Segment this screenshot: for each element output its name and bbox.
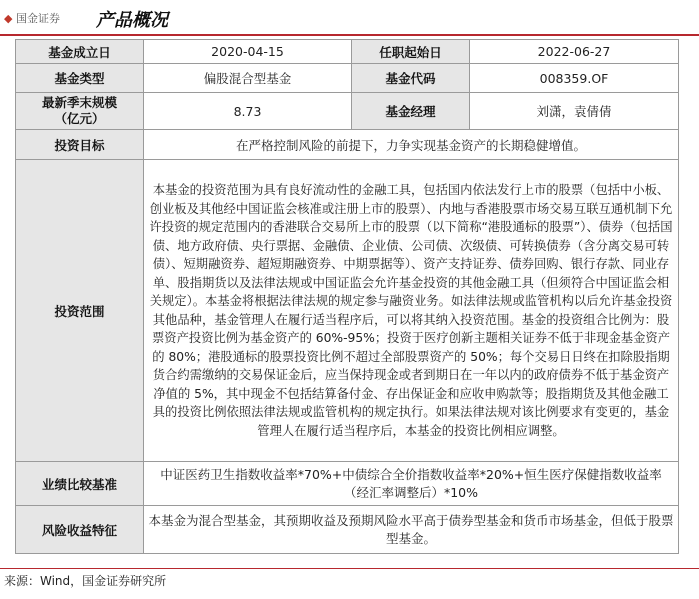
investment-scope-value: 本基金的投资范围为具有良好流动性的金融工具，包括国内依法发行上市的股票（包括中小板、创业板及其他经中国证监会核准或注册上市的股票）、内地与香港股票市场交易互联互通机制下允许投资的规定范围内的香港联合交易所上市的股票（以下简称“港股通标的股票”）、债券（包括国债、地方政府债、央行票据、金融债、企业债、公司债、次级债、可转换债券（含分离交易可转债）、短期融资券、超短期融资券、中期票据等）、资产支持证券、债券回购、银行存款、同业存单、股指期货以及法律法规或中国证监会允许基金投资的其他金融工具（但须符合中国证监会相关规定）。本基金将根据法律法规的规定参与融资业务。如法律法规或监管机构以后允许基金投资其他品种，基金管理人在履行适当程序后，可以将其纳入投资范围。基金的投资组合比例为：股票资产投资比例为基金资产的 60%-95%；投资于医疗创新主题相关证券不低于非现金基金资产的 80%；港股通标的股票投资比例不超过全部股票资产的 50%；每个交易日日终在扣除股指期货合约需缴纳的交易保证金后，应当保持现金或者到期日在一年以内的政府债券不低于基金资产净值的 5%，其中现金不包括结算备付金、存出保证金和应收申购款等；股指期货及其他金融工具的投资比例依照法律法规或监管机构的规定执行。如果法律法规对该比例要求有变更的，基金管理人在履行适当程序后，本基金的投资比例相应调整。 bbox=[144, 160, 679, 462]
benchmark-label: 业绩比较基准 bbox=[16, 462, 144, 506]
logo-text: 国金证券 bbox=[15, 12, 60, 25]
section-title: 产品概况 bbox=[96, 10, 168, 31]
fund-type-value: 偏股混合型基金 bbox=[144, 64, 352, 93]
table-row bbox=[16, 40, 679, 64]
table-row bbox=[16, 160, 679, 462]
table-row bbox=[16, 130, 679, 160]
page-header bbox=[0, 0, 699, 34]
latest-scale-label: 最新季末规模 （亿元） bbox=[16, 93, 144, 130]
table-row bbox=[16, 462, 679, 506]
risk-return-value: 本基金为混合型基金，其预期收益及预期风险水平高于债券型基金和货币市场基金，但低于股票型基金。 bbox=[144, 506, 679, 554]
table-row bbox=[16, 93, 679, 130]
fund-overview-table bbox=[15, 39, 679, 554]
establish-date-value: 2020-04-15 bbox=[144, 40, 352, 64]
footer-divider bbox=[0, 568, 699, 569]
risk-return-label: 风险收益特征 bbox=[16, 506, 144, 554]
table-row bbox=[16, 64, 679, 93]
benchmark-value: 中证医药卫生指数收益率*70%+中债综合全价指数收益率*20%+恒生医疗保健指数收益率（经汇率调整后）*10% bbox=[144, 462, 679, 506]
latest-scale-value: 8.73 bbox=[144, 93, 352, 130]
investment-objective-label: 投资目标 bbox=[16, 130, 144, 160]
fund-manager-value: 刘潇，袁倩倩 bbox=[470, 93, 679, 130]
establish-date-label: 基金成立日 bbox=[16, 40, 144, 64]
investment-objective-value: 在严格控制风险的前提下，力争实现基金资产的长期稳健增值。 bbox=[144, 130, 679, 160]
investment-scope-label: 投资范围 bbox=[16, 160, 144, 462]
tenure-start-value: 2022-06-27 bbox=[470, 40, 679, 64]
fund-code-label: 基金代码 bbox=[352, 64, 470, 93]
company-logo bbox=[4, 10, 60, 26]
fund-code-value: 008359.OF bbox=[470, 64, 679, 93]
table-row bbox=[16, 506, 679, 554]
logo-mark-icon: ◆ bbox=[4, 12, 13, 25]
tenure-start-label: 任职起始日 bbox=[352, 40, 470, 64]
source-note: 来源：Wind，国金证券研究所 bbox=[4, 574, 167, 588]
header-divider bbox=[0, 34, 699, 36]
fund-manager-label: 基金经理 bbox=[352, 93, 470, 130]
fund-type-label: 基金类型 bbox=[16, 64, 144, 93]
